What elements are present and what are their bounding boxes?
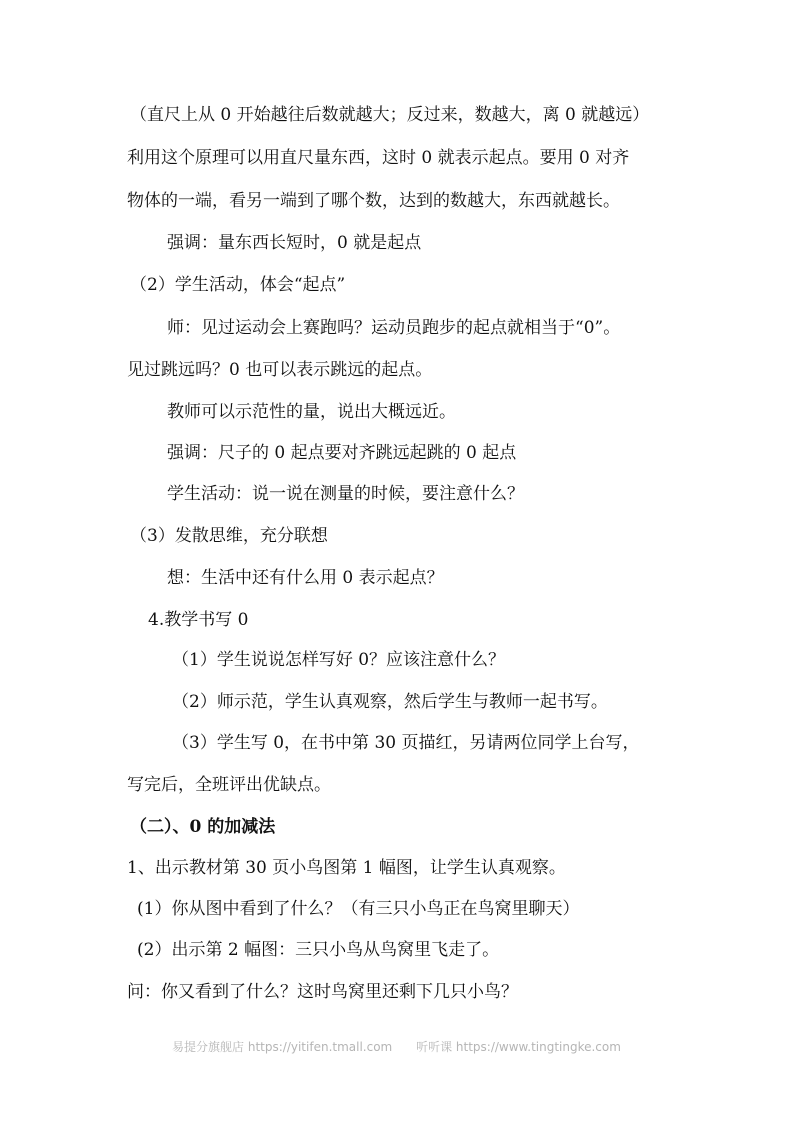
text-line: 见过跳远吗？0 也可以表示跳远的起点。 — [127, 360, 433, 380]
text-line: 强调：尺子的 0 起点要对齐跳远起跳的 0 起点 — [167, 443, 517, 463]
text-line: （3）学生写 0，在书中第 30 页描红，另请两位同学上台写， — [172, 733, 640, 753]
text-line: 强调：量东西长短时，0 就是起点 — [167, 233, 422, 253]
text-line: （2）学生活动，体会“起点” — [130, 275, 346, 295]
footer-site-link[interactable]: 听听课 https://www.tingtingke.com — [416, 1040, 621, 1054]
text-line: （2）师示范，学生认真观察，然后学生与教师一起书写。 — [172, 692, 608, 712]
text-line: 学生活动：说一说在测量的时候，要注意什么？ — [167, 484, 524, 504]
text-line: 1、出示教材第 30 页小鸟图第 1 幅图，让学生认真观察。 — [127, 858, 566, 878]
text-line: （直尺上从 0 开始越往后数就越大；反过来，数越大，离 0 就越远） — [130, 105, 650, 125]
text-line: 师：见过运动会上赛跑吗？运动员跑步的起点就相当于“0”。 — [167, 318, 621, 338]
section-heading: （二）、0 的加减法 — [130, 817, 276, 837]
text-line: 想：生活中还有什么用 0 表示起点？ — [167, 568, 444, 588]
text-line: (2）出示第 2 幅图：三只小鸟从鸟窝里飞走了。 — [137, 940, 500, 960]
text-line: 物体的一端，看另一端到了哪个数，达到的数越大，东西就越长。 — [127, 191, 620, 211]
text-line: (1）你从图中看到了什么？（有三只小鸟正在鸟窝里聊天） — [137, 899, 580, 919]
text-line: 利用这个原理可以用直尺量东西，这时 0 就表示起点。要用 0 对齐 — [127, 148, 630, 168]
text-line: 问：你又看到了什么？这时鸟窝里还剩下几只小鸟？ — [127, 982, 518, 1002]
text-line: 教师可以示范性的量，说出大概远近。 — [167, 402, 456, 422]
text-line: （1）学生说说怎样写好 0？应该注意什么？ — [172, 650, 506, 670]
text-line: 4.教学书写 0 — [148, 610, 249, 630]
text-line: （3）发散思维，充分联想 — [130, 526, 328, 546]
footer-shop-link[interactable]: 易提分旗舰店 https://yitifen.tmall.com — [172, 1040, 393, 1054]
page-footer — [0, 1038, 793, 1055]
text-line: 写完后，全班评出优缺点。 — [127, 775, 331, 795]
